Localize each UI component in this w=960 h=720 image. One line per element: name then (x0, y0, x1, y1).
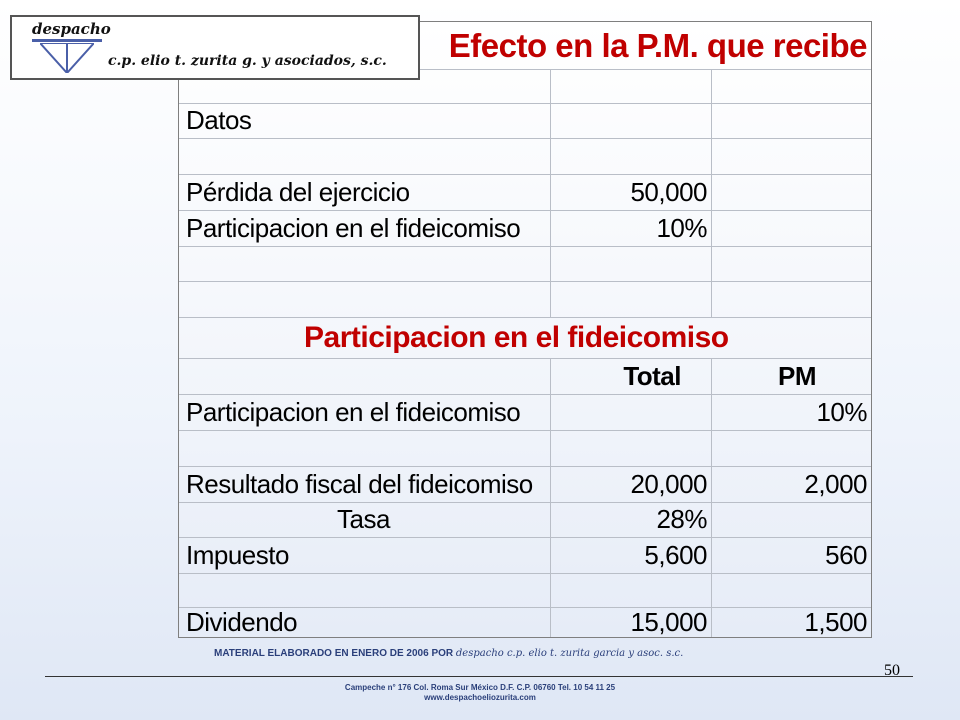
participacion-value: 10% (551, 210, 712, 246)
table-row (179, 573, 871, 608)
table-row (179, 103, 871, 139)
table-row (179, 394, 871, 431)
table-row (179, 502, 871, 538)
table-row (179, 174, 871, 211)
section-title: Participacion en el fideicomiso (304, 320, 729, 354)
credit-name: despacho c.p. elio t. zurita garcia y asoc. s.c. (455, 648, 684, 659)
tasa-label: Tasa (179, 502, 551, 537)
dividendo-total: 15,000 (551, 607, 712, 637)
resultado-pm: 2,000 (804, 468, 867, 499)
resultado-label: Resultado fiscal del fideicomiso (179, 466, 551, 502)
page-number: 50 (884, 662, 900, 679)
spreadsheet (178, 21, 872, 638)
table-row (179, 246, 871, 282)
credit-prefix: MATERIAL ELABORADO EN ENERO DE 2006 POR (214, 648, 454, 659)
logo-triangle-icon (40, 43, 94, 73)
tasa-total: 28% (551, 502, 712, 537)
datos-label: Datos (179, 103, 551, 138)
table-row (179, 281, 871, 318)
table-row (179, 430, 871, 467)
resultado-total: 20,000 (551, 466, 712, 502)
footer-credit (214, 648, 683, 659)
footer-divider (45, 676, 913, 677)
logo-bar (32, 39, 102, 42)
footer-website: www.despachoeliozurita.com (424, 693, 536, 702)
perdida-label: Pérdida del ejercicio (179, 174, 551, 210)
participacion-label: Participacion en el fideicomiso (179, 210, 551, 246)
footer-address: Campeche n° 176 Col. Roma Sur México D.F. C.P. 06760 Tel. 10 54 11 25 (344, 683, 616, 692)
impuesto-pm: 560 (825, 539, 867, 570)
table-row (179, 607, 871, 637)
table-row (179, 537, 871, 574)
table-row (179, 138, 871, 175)
column-header-pm: PM (778, 360, 816, 391)
impuesto-total: 5,600 (551, 537, 712, 573)
table-row (179, 210, 871, 247)
column-header-row (179, 358, 871, 395)
participacion-label: Participacion en el fideicomiso (179, 394, 551, 430)
impuesto-label: Impuesto (179, 537, 551, 573)
column-header-total: Total (551, 358, 712, 394)
logo-subtitle: c.p. elio t. zurita g. y asociados, s.c. (108, 53, 387, 69)
dividendo-pm: 1,500 (804, 606, 867, 637)
section-row (179, 317, 871, 359)
sheet-title: Efecto en la P.M. que recibe (448, 26, 867, 64)
logo-word: despacho (32, 20, 111, 38)
dividendo-label: Dividendo (179, 607, 551, 637)
participacion-pm: 10% (816, 396, 867, 427)
table-row (179, 466, 871, 503)
perdida-value: 50,000 (551, 174, 712, 210)
company-logo (10, 15, 420, 80)
